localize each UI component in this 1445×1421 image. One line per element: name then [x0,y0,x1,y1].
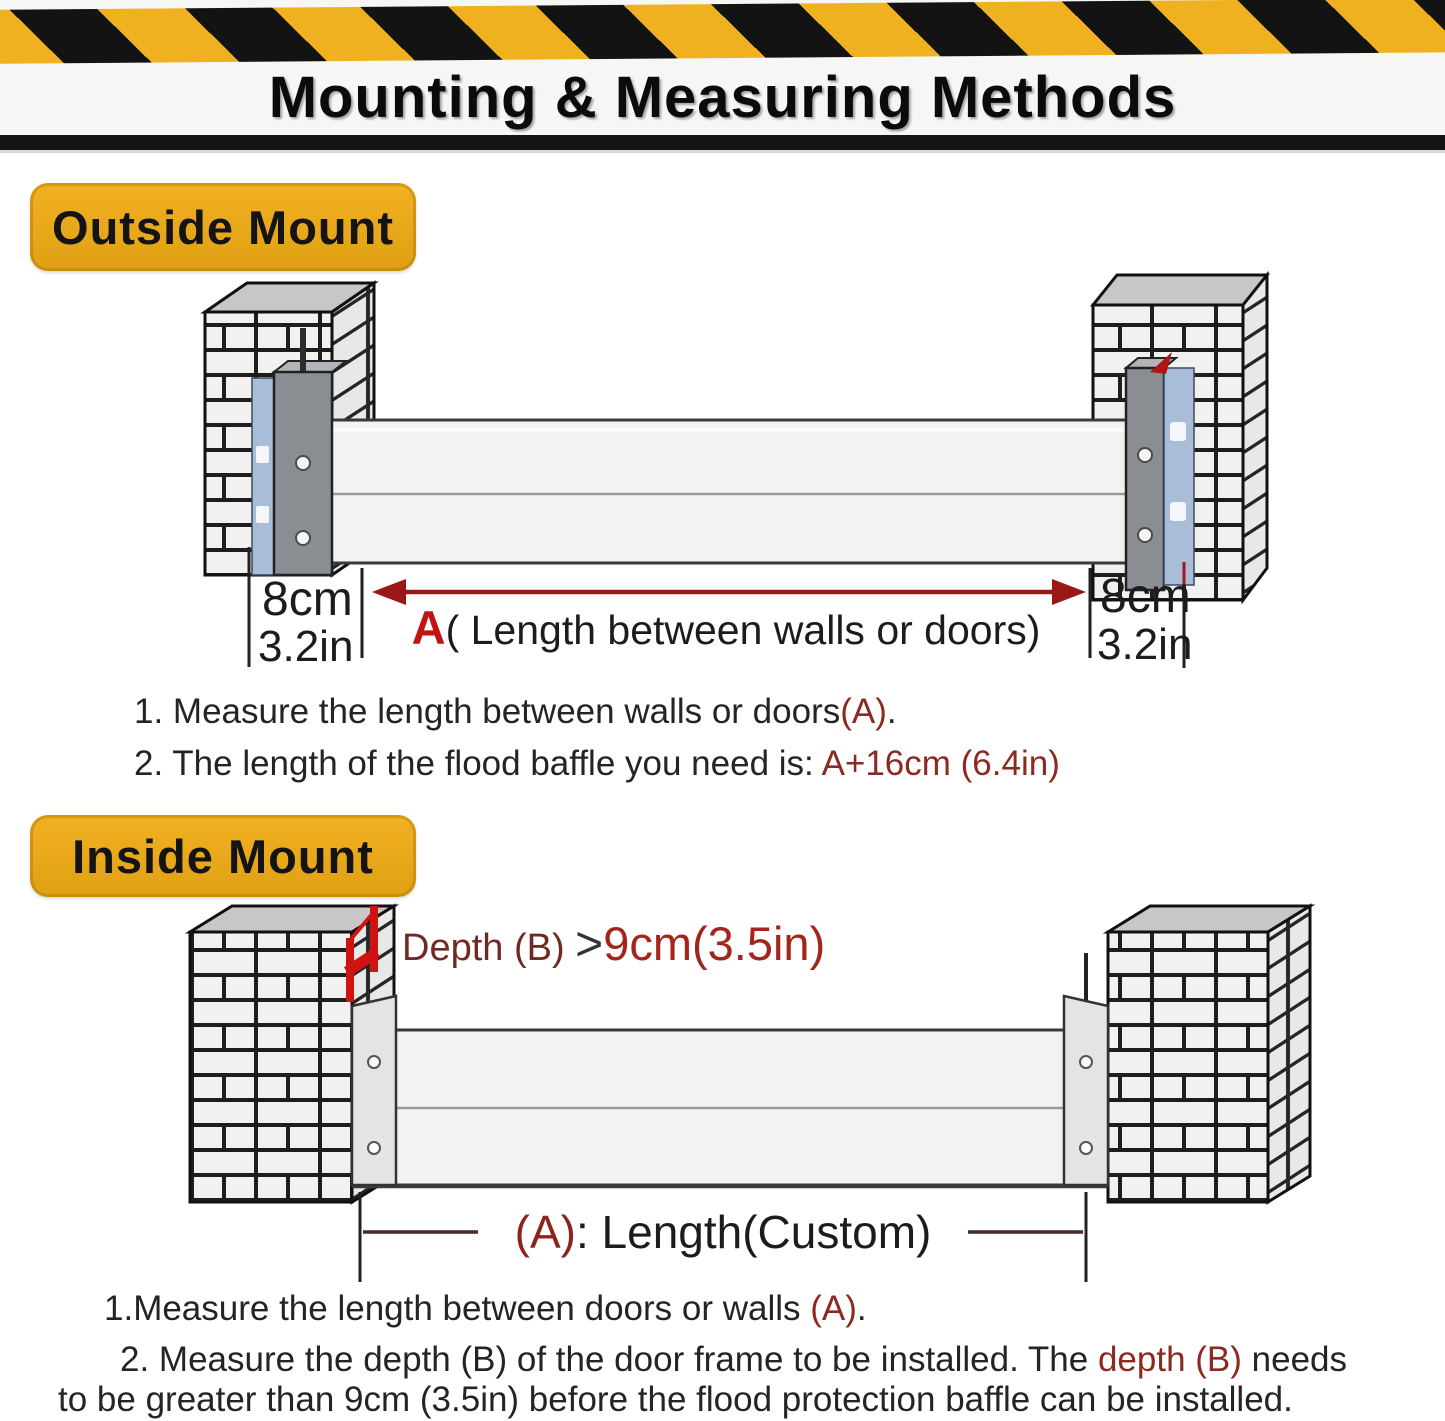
outside-step1-dot: . [886,692,897,731]
inside-mount-badge-label: Inside Mount [72,829,374,883]
inside-step1-dot: . [856,1289,867,1328]
flood-baffle [322,420,1138,563]
page-title: Mounting & Measuring Methods [268,64,1177,130]
outside-step1-text: 1. Measure the length between walls or doors [134,692,841,731]
right-offset-dimension [1090,562,1192,669]
outside-step2-formula: A+16cm (6.4in) [821,744,1060,783]
inside-step2-depth-b: depth (B) [1097,1340,1242,1379]
inside-step-2-line-2 [58,1380,1293,1420]
length-dimension [360,1192,1086,1282]
screw-hole [296,456,310,470]
span-dimension-label [412,601,1041,654]
right-offset-in-label: 3.2in [1097,620,1193,669]
right-mounting-channel [1126,352,1194,590]
left-seal-strip [252,378,274,575]
right-pillar-side-face [1243,275,1267,600]
screw-hole [368,1056,380,1068]
flood-baffle [352,1030,1108,1187]
outside-step-2 [134,744,1060,784]
seal-notch [1170,422,1186,441]
inside-step2-text-d: to be greater than 9cm (3.5in) before the flood protection baffle can be installed. [58,1380,1293,1419]
seal-notch [256,506,269,523]
hazard-banner [0,0,1445,154]
channel-body [1126,368,1164,590]
outside-mount-diagram [0,270,1445,690]
outside-step1-a: (A) [840,692,887,731]
depth-label-gt: > [575,918,604,971]
outside-step2-text: 2. The length of the flood baffle you need is: [134,744,822,783]
right-pillar-top-face [1093,275,1267,305]
screw-hole [368,1142,380,1154]
inside-mount-diagram [0,895,1445,1285]
right-offset-cm-label: 8cm [1100,570,1191,623]
banner-edge-line [0,150,1445,153]
right-brick-pillar [1108,906,1310,1202]
depth-label-value: 9cm(3.5in) [603,917,826,970]
length-dimension-label [515,1206,932,1258]
inside-step-1 [104,1289,867,1329]
left-offset-in-label: 3.2in [258,622,354,671]
bracket-body [352,996,396,1185]
arrow-head-right-icon [1052,579,1086,605]
depth-label [402,917,825,971]
depth-label-text: Depth (B) [402,927,576,969]
inside-step1-a: (A) [810,1289,857,1328]
inside-step2-text-a: 2. Measure the depth (B) of the door frame to be installed. The [120,1340,1098,1379]
screw-hole [1138,448,1152,462]
seal-notch [256,446,269,463]
left-pillar-front-face [190,932,352,1202]
inside-step-2-line-1 [120,1340,1347,1380]
outside-step-1 [134,692,897,732]
inside-step2-text-c: needs [1241,1340,1348,1379]
hazard-stripes [0,0,1445,64]
outside-mount-badge-label: Outside Mount [52,200,394,254]
left-mounting-bracket [352,996,396,1185]
screw-hole [1080,1056,1092,1068]
span-label-a: A [411,601,446,654]
span-label-text: ( Length between walls or doors) [445,607,1041,653]
screw-hole [1138,528,1152,542]
outside-mount-badge [30,183,416,271]
arrow-head-left-icon [372,579,406,605]
span-dimension-arrow [372,579,1086,654]
right-pillar-side-face [1268,906,1310,1202]
length-label-text: : Length(Custom) [575,1206,932,1258]
right-pillar-front-face [1108,932,1268,1202]
seal-notch [1170,502,1186,521]
channel-top-face [274,361,346,372]
left-offset-cm-label: 8cm [262,573,353,626]
right-seal-strip [1164,368,1194,585]
inside-mount-badge [30,815,416,897]
bracket-body [1064,996,1108,1185]
banner-black-bar [0,135,1445,150]
right-mounting-bracket [1064,953,1108,1185]
length-label-a: (A) [514,1206,576,1258]
baffle-panel [322,420,1138,563]
screw-hole [1080,1142,1092,1154]
inside-step1-text: 1.Measure the length between doors or walls [104,1289,811,1328]
screw-hole [296,531,310,545]
